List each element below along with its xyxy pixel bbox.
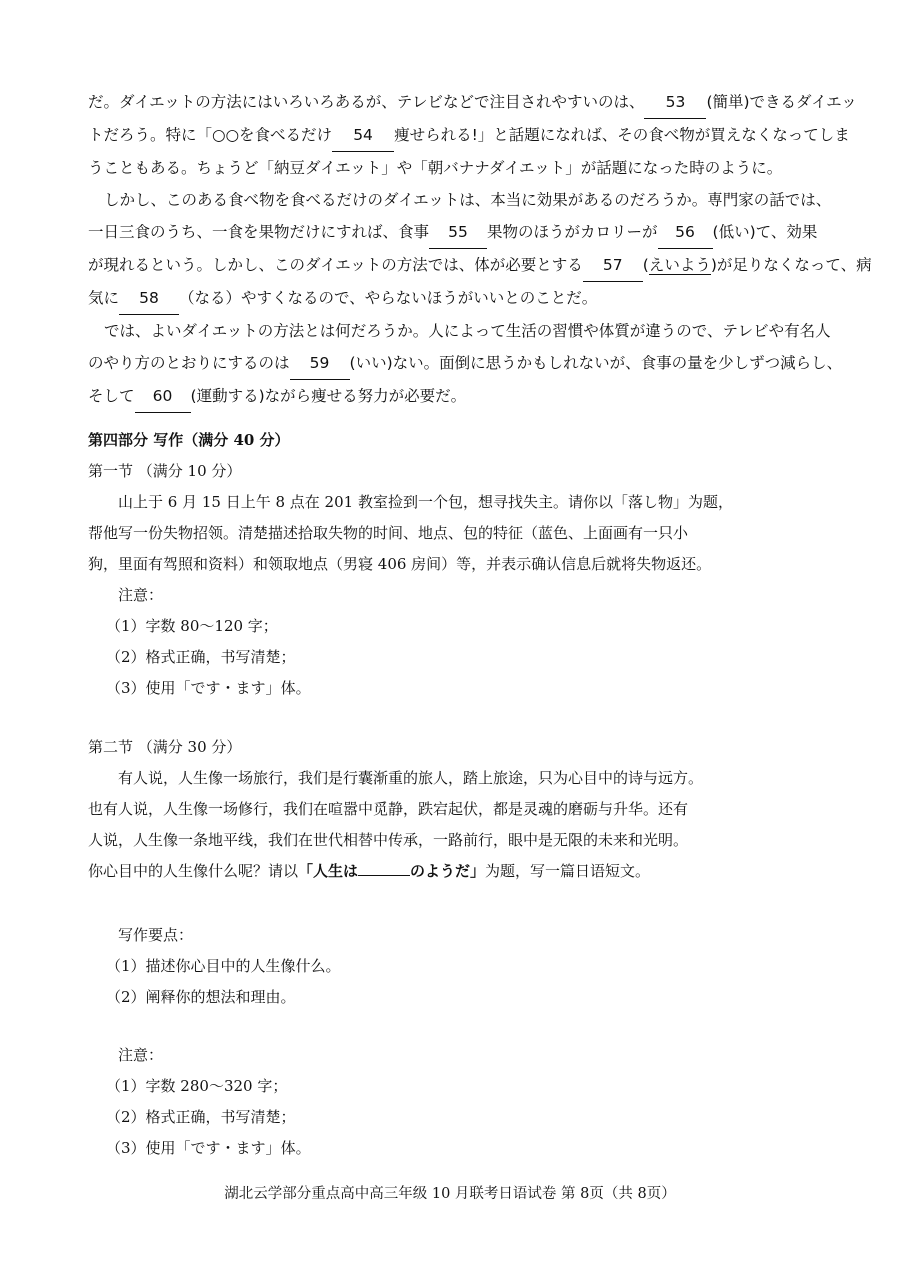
- section2-note-item: （3）使用「です・ます」体。: [106, 1139, 311, 1157]
- requirement-item: （2）阐释你的想法和理由。: [106, 988, 296, 1006]
- section1-heading: 第一节 （满分 10 分）: [88, 462, 242, 480]
- passage-line: しかし、このある食べ物を食べるだけのダイエットは、本当に効果があるのだろうか。専門家の話では、: [104, 191, 832, 209]
- passage-line: うこともある。ちょうど「納豆ダイエット」や「朝バナナダイエット」が話題になった時のように。: [88, 159, 783, 177]
- section2-prompt-line: 也有人说，人生像一场修行，我们在喧嚣中觅静，跌宕起伏，都是灵魂的磨砺与升华。还有: [88, 800, 689, 818]
- section1-note-label: 注意：: [118, 586, 164, 604]
- section2-requirements: [88, 920, 833, 1013]
- passage-line: そして 60 (運動する)ながら痩せる努力が必要だ。: [88, 380, 828, 413]
- section1-note-item: （2）格式正确，书写清楚；: [106, 648, 296, 666]
- blank-55: 55: [429, 216, 487, 249]
- blank-60: 60: [135, 380, 191, 413]
- passage-line: だ。ダイエットの方法にはいろいろあるが、テレビなどで注目されやすいのは、 53 (簡単)できるダイエッ: [88, 86, 828, 119]
- blank-54: 54: [332, 119, 394, 152]
- title-blank: [358, 875, 410, 876]
- section1-prompt-line: 山上于 6 月 15 日上午 8 点在 201 教室捡到一个包，想寻找失主。请你以「落し物」为题，: [118, 493, 733, 511]
- blank-56: 56: [658, 216, 713, 249]
- requirements-label: 写作要点：: [118, 926, 194, 944]
- requirement-item: （1）描述你心目中的人生像什么。: [106, 957, 341, 975]
- lost-item-title: 「落し物」: [612, 493, 688, 511]
- essay-title: 「人生は のようだ」: [298, 862, 486, 880]
- passage-line: が現れるという。しかし、このダイエットの方法では、体が必要とする 57 (えいよう)が足りなくなって、病: [88, 249, 828, 282]
- blank-57: 57: [583, 249, 643, 282]
- blank-59: 59: [290, 347, 350, 380]
- blank-53: 53: [644, 86, 706, 119]
- section2-note-item: （1）字数 280～320 字；: [106, 1077, 288, 1095]
- section1-note-item: （1）字数 80～120 字；: [106, 617, 278, 635]
- passage-line: 気に 58 （なる）やすくなるので、やらないほうがいいとのことだ。: [88, 282, 828, 315]
- passage-line: では、よいダイエットの方法とは何だろうか。人によって生活の習慣や体質が違うので、テレビや有名人: [104, 322, 831, 340]
- section2-note-label: 注意：: [118, 1046, 164, 1064]
- page-footer: 湖北云学部分重点高中高三年级 10 月联考日语试卷 第 8页（共 8页）: [224, 1186, 676, 1202]
- section2-prompt-line: 人说，人生像一条地平线，我们在世代相替中传承，一路前行，眼中是无限的未来和光明。: [88, 831, 689, 849]
- part4-heading: 第四部分 写作（满分 40 分）: [88, 431, 290, 449]
- writing-section-1: [88, 425, 833, 704]
- passage-line: のやり方のとおりにするのは 59 (いい)ない。面倒に思うかもしれないが、食事の量を少しずつ減らし、: [88, 347, 828, 380]
- section2-prompt-line: 有人说，人生像一场旅行，我们是行囊渐重的旅人，踏上旅途，只为心目中的诗与远方。: [118, 769, 704, 787]
- passage-line: 一日三食のうち、一食を果物だけにすれば、食事 55 果物のほうがカロリーが 56 (低い)て、効果: [88, 216, 828, 249]
- eiyou-word: えいよう: [648, 256, 711, 274]
- section2-prompt-line: 你心目中的人生像什么呢？请以「人生は のようだ」为题，写一篇日语短文。: [88, 862, 651, 880]
- blank-58: 58: [119, 282, 179, 315]
- section2-notes: [88, 1040, 833, 1164]
- section1-prompt-line: 狗，里面有驾照和资料）和领取地点（男寝 406 房间）等，并表示确认信息后就将失物返还。: [88, 555, 712, 573]
- section2-heading: 第二节 （满分 30 分）: [88, 738, 242, 756]
- writing-section-2: [88, 732, 833, 887]
- section2-note-item: （2）格式正确，书写清楚；: [106, 1108, 296, 1126]
- passage-line: トだろう。特に「○○を食べるだけ 54 痩せられる!」と話題になれば、その食べ物が買えなくなってしま: [88, 119, 828, 152]
- section1-prompt-line: 帮他写一份失物招领。清楚描述拾取失物的时间、地点、包的特征（蓝色、上面画有一只小: [88, 524, 689, 542]
- reading-passage: [88, 86, 872, 413]
- section1-note-item: （3）使用「です・ます」体。: [106, 679, 311, 697]
